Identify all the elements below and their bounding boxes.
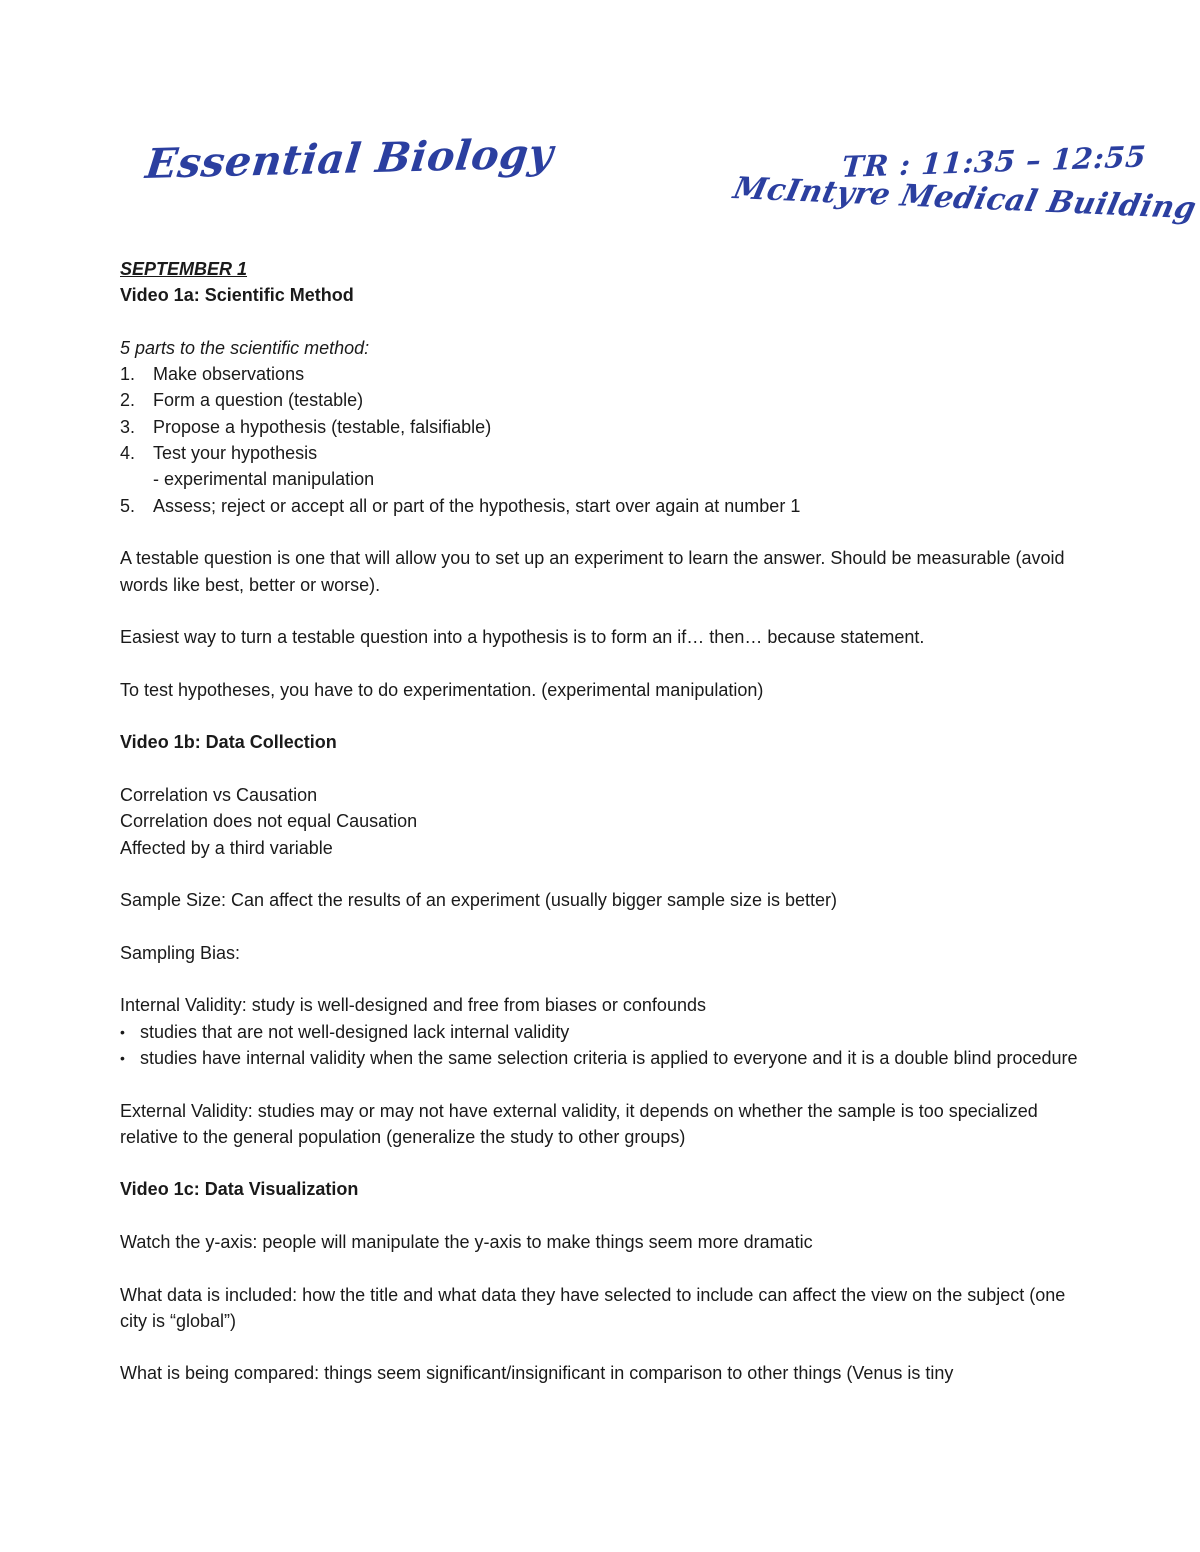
testable-question-paragraph: A testable question is one that will allow you to set up an experiment to learn the answer. Should be measurable (avoid words like best, better or worse). — [120, 548, 1065, 595]
step-number: 1. — [120, 364, 136, 385]
list-item — [120, 440, 1080, 466]
bullet-text: studies that are not well-designed lack internal validity — [140, 1021, 570, 1042]
step-text: Test your hypothesis — [153, 443, 318, 464]
section-heading-1a: Video 1a: Scientific Method — [120, 285, 354, 306]
comparison-line: What is being compared: things seem significant/insignificant in comparison to other things (Venus is tiny — [120, 1363, 954, 1384]
correlation-line-2: Correlation does not equal Causation — [120, 811, 418, 832]
external-validity-paragraph: External Validity: studies may or may not have external validity, it depends on whether the sample is too specialized relative to the general population (generalize the study to other groups) — [120, 1100, 1038, 1147]
list-item — [120, 1045, 1080, 1071]
step-text: Make observations — [153, 364, 305, 385]
bullet-dot-icon: • — [120, 1023, 125, 1040]
course-title-handwritten: Essential Biology — [143, 129, 556, 188]
correlation-line-3: Affected by a third variable — [120, 837, 333, 858]
step-text: Form a question (testable) — [153, 390, 364, 411]
list-item — [120, 1019, 1080, 1045]
step-number: 2. — [120, 390, 136, 411]
list-item — [120, 493, 1080, 519]
schedule-time-handwritten: TR : 11:35 – 12:55 — [840, 139, 1148, 184]
date-heading: SEPTEMBER 1 — [120, 259, 248, 279]
step-text: Assess; reject or accept all or part of the hypothesis, start over again at number 1 — [153, 495, 801, 516]
sample-size-line: Sample Size: Can affect the results of an experiment (usually bigger sample size is better) — [120, 890, 838, 911]
section-heading-1b: Video 1b: Data Collection — [120, 732, 337, 753]
sampling-bias-line: Sampling Bias: — [120, 942, 241, 963]
step-number: 5. — [120, 495, 136, 516]
scientific-method-steps — [120, 361, 1080, 519]
correlation-line-1: Correlation vs Causation — [120, 784, 318, 805]
step-4-subitem: - experimental manipulation — [153, 469, 375, 490]
building-name-handwritten: McIntyre Medical Building — [730, 171, 1200, 227]
section-heading-1c: Video 1c: Data Visualization — [120, 1179, 359, 1200]
bullet-dot-icon: • — [120, 1049, 125, 1066]
data-included-paragraph: What data is included: how the title and what data they have selected to include can affect the view on the subject (one city is “global”) — [120, 1284, 1066, 1331]
step-number: 4. — [120, 443, 136, 464]
internal-validity-bullets — [120, 1019, 1080, 1072]
list-item — [120, 387, 1080, 413]
list-item — [120, 414, 1080, 440]
hypothesis-paragraph: Easiest way to turn a testable question into a hypothesis is to form an if… then… because statement. — [120, 627, 925, 648]
notes-body — [120, 256, 1080, 1387]
yaxis-line: Watch the y-axis: people will manipulate the y-axis to make things seem more dramatic — [120, 1231, 813, 1252]
experimentation-paragraph: To test hypotheses, you have to do experimentation. (experimental manipulation) — [120, 679, 764, 700]
bullet-text: studies have internal validity when the same selection criteria is applied to everyone and it is a double blind procedure — [140, 1047, 1078, 1068]
steps-intro: 5 parts to the scientific method: — [120, 337, 370, 358]
step-text: Propose a hypothesis (testable, falsifiable) — [153, 416, 492, 437]
list-item — [120, 361, 1080, 387]
step-number: 3. — [120, 416, 136, 437]
internal-validity-line: Internal Validity: study is well-designed and free from biases or confounds — [120, 995, 706, 1016]
